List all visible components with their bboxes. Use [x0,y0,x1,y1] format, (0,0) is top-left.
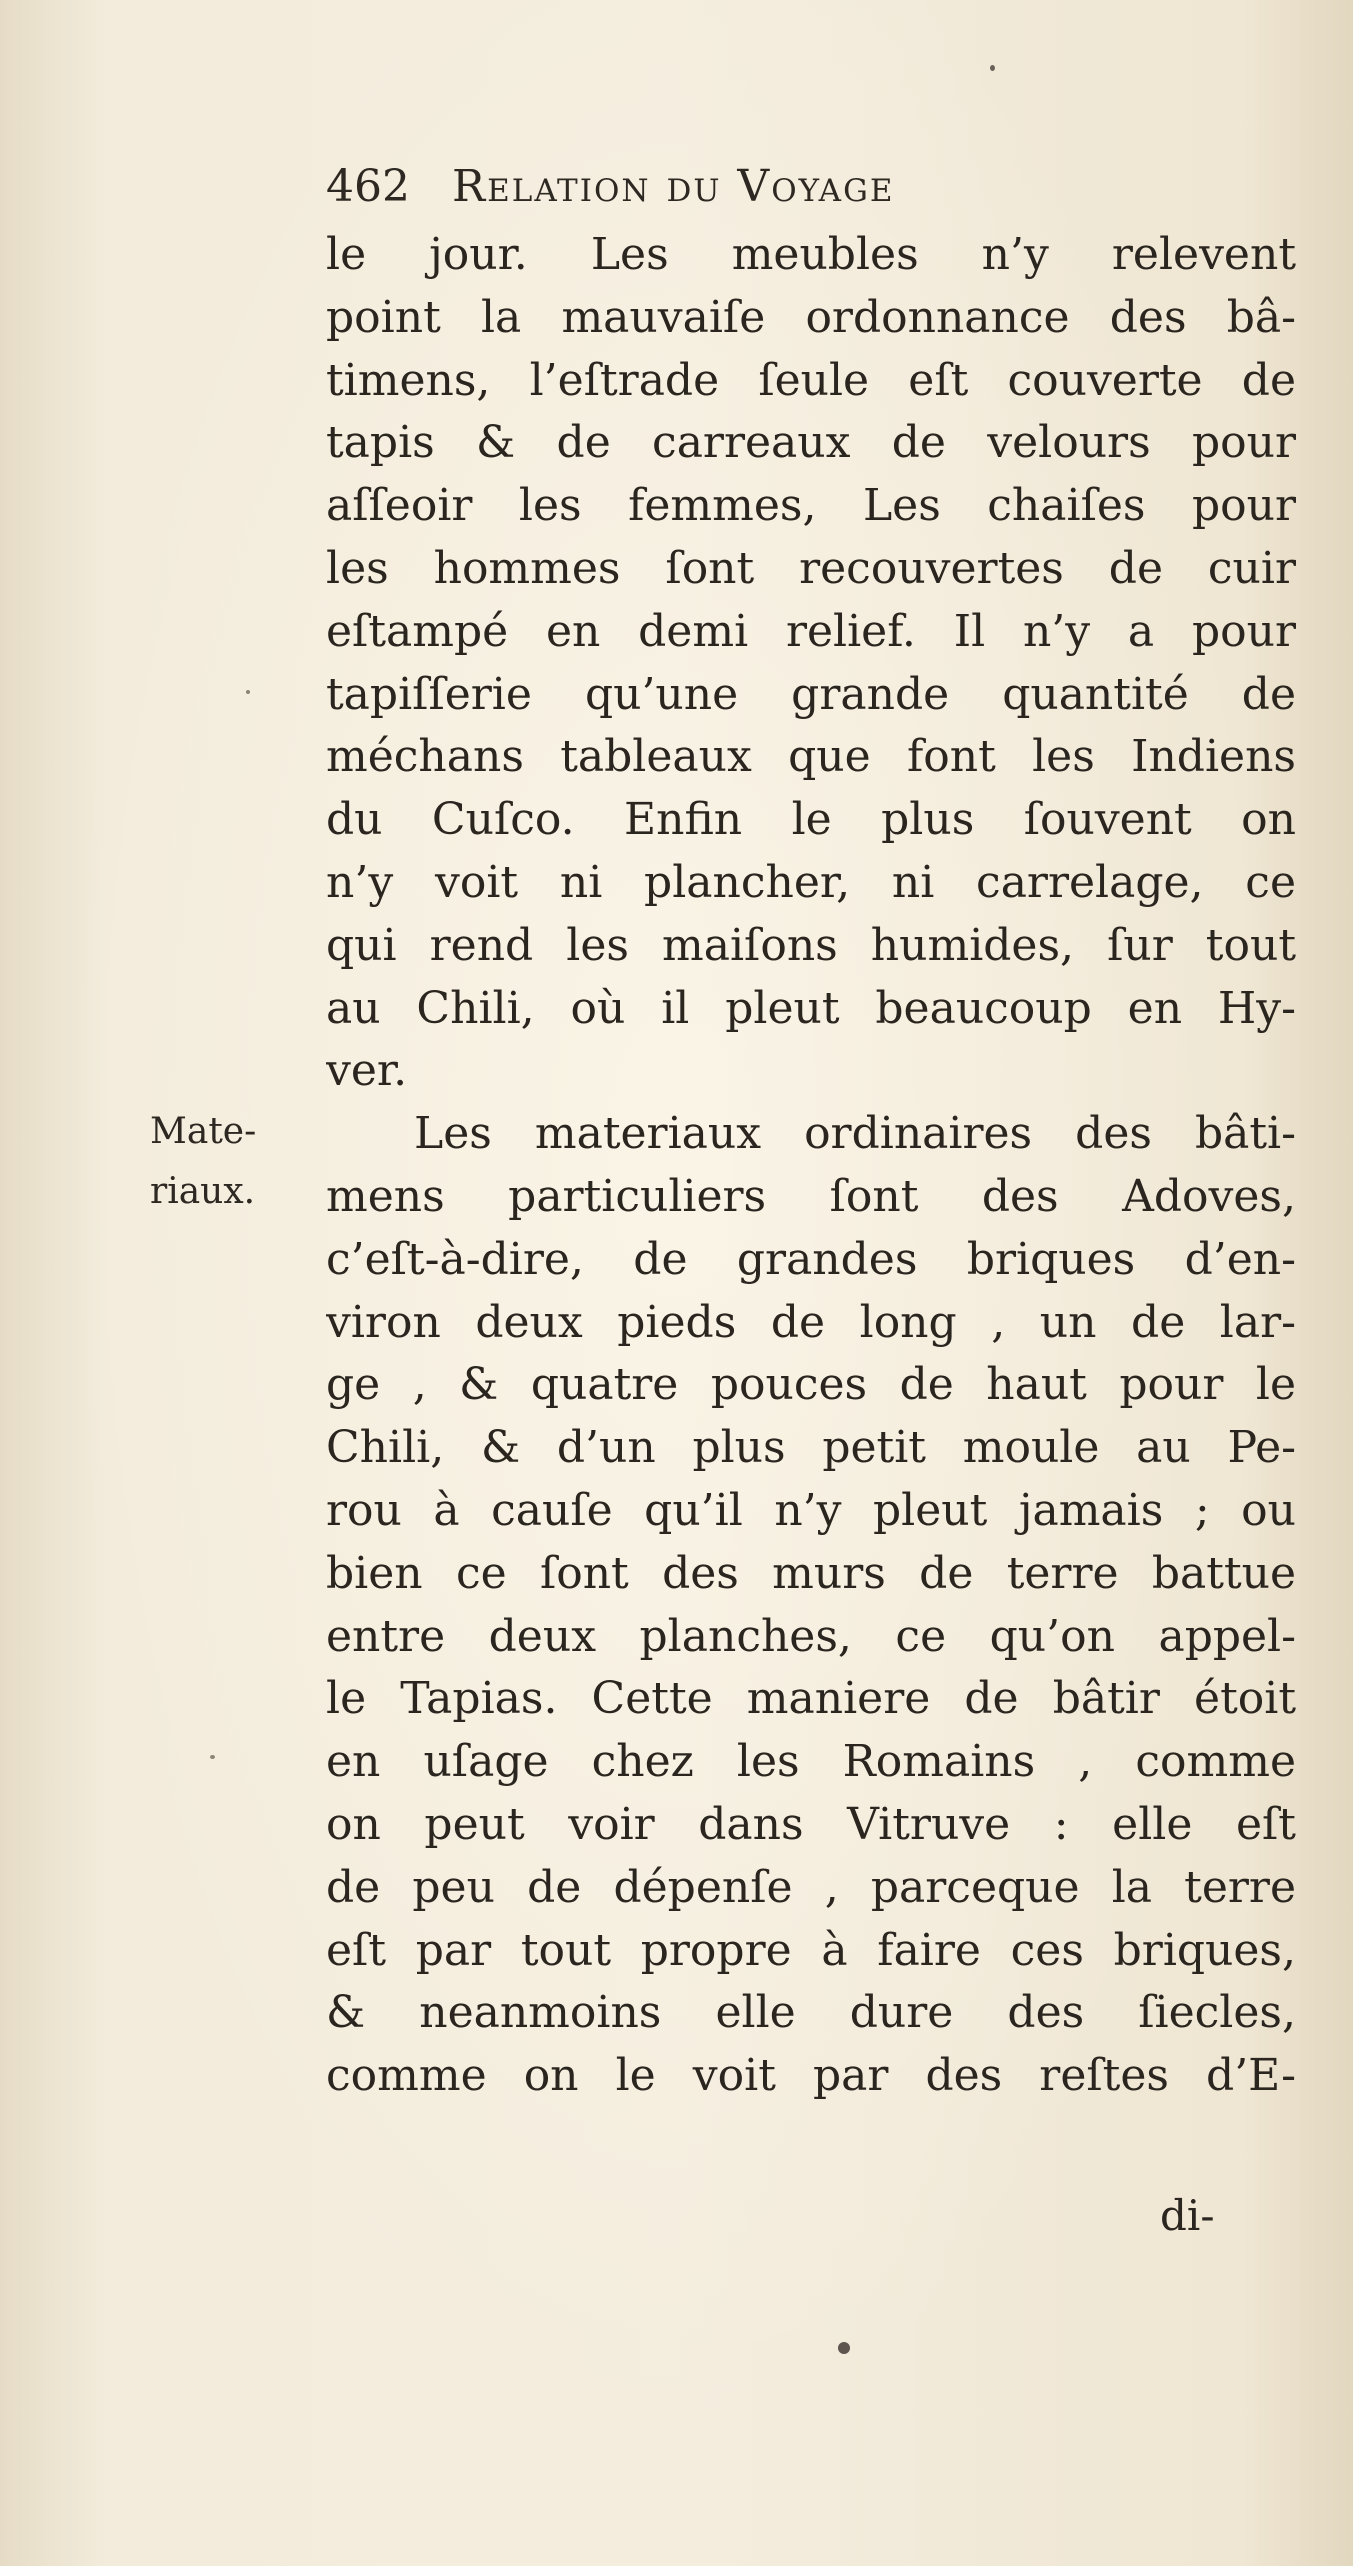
paper-speck [210,1755,215,1759]
text-line: n’y voit ni plancher, ni carrelage, ce [326,856,1296,908]
paper-speck [246,690,250,694]
text-line: en uſage chez les Romains , comme [326,1736,1296,1788]
text-line: on peut voir dans Vitruve : elle eſt [326,1798,1296,1850]
catchword: di- [1160,2191,1215,2240]
text-line: mens particuliers ſont des Adoves, [326,1170,1296,1222]
text-line: le jour. Les meubles n’y relevent [326,229,1296,280]
paper-speck [990,65,995,71]
margin-note-line: riaux. [150,1171,256,1212]
paper-speck [838,2342,850,2354]
text-line: viron deux pieds de long , un de lar- [326,1296,1296,1348]
text-line: ge , & quatre pouces de haut pour le [326,1359,1296,1411]
text-line: eſtampé en demi relief. Il n’y a pour [326,605,1296,657]
text-line: bien ce ſont des murs de terre battue [326,1547,1296,1599]
text-line: point la mauvaiſe ordonnance des bâ- [326,291,1296,343]
text-line: rou à cauſe qu’il n’y pleut jamais ; ou [326,1484,1296,1536]
text-line: comme on le voit par des reſtes d’E- [326,2050,1296,2102]
text-line: c’eſt-à-dire, de grandes briques d’en- [326,1233,1296,1285]
text-line: & neanmoins elle dure des ſiecles, [326,1987,1296,2039]
text-line: du Cuſco. Enfin le plus ſouvent on [326,794,1296,846]
text-line: Chili, & d’un plus petit moule au Pe- [326,1422,1296,1474]
text-line: le Tapias. Cette maniere de bâtir étoit [326,1673,1296,1725]
text-line: tapiſſerie qu’une grande quantité de [326,668,1296,720]
text-line: tapis & de carreaux de velours pour [326,417,1296,469]
page-number: 462 [326,161,410,212]
text-line: timens, l’eſtrade ſeule eſt couverte de [326,354,1296,406]
margin-note [150,1102,300,1222]
text-line: entre deux planches, ce qu’on appel- [326,1610,1296,1662]
running-title: Relation du Voyage [451,161,895,212]
margin-note-line: Mate- [150,1111,257,1152]
text-line: ver. [326,1045,408,1097]
text-line: aſſeoir les femmes, Les chaiſes pour [326,480,1296,532]
text-line: de peu de dépenſe , parceque la terre [326,1861,1296,1913]
text-line: les hommes ſont recouvertes de cuir [326,542,1296,594]
text-line: Les materiaux ordinaires des bâti- [414,1108,1296,1160]
text-line: méchans tableaux que font les Indiens [326,731,1296,783]
text-line: qui rend les maiſons humides, ſur tout [326,919,1296,971]
text-line: eſt par tout propre à faire ces briques, [326,1924,1296,1976]
body-text [326,224,1296,2108]
page-header [326,152,1336,222]
text-line: au Chili, où il pleut beaucoup en Hy- [326,982,1296,1034]
